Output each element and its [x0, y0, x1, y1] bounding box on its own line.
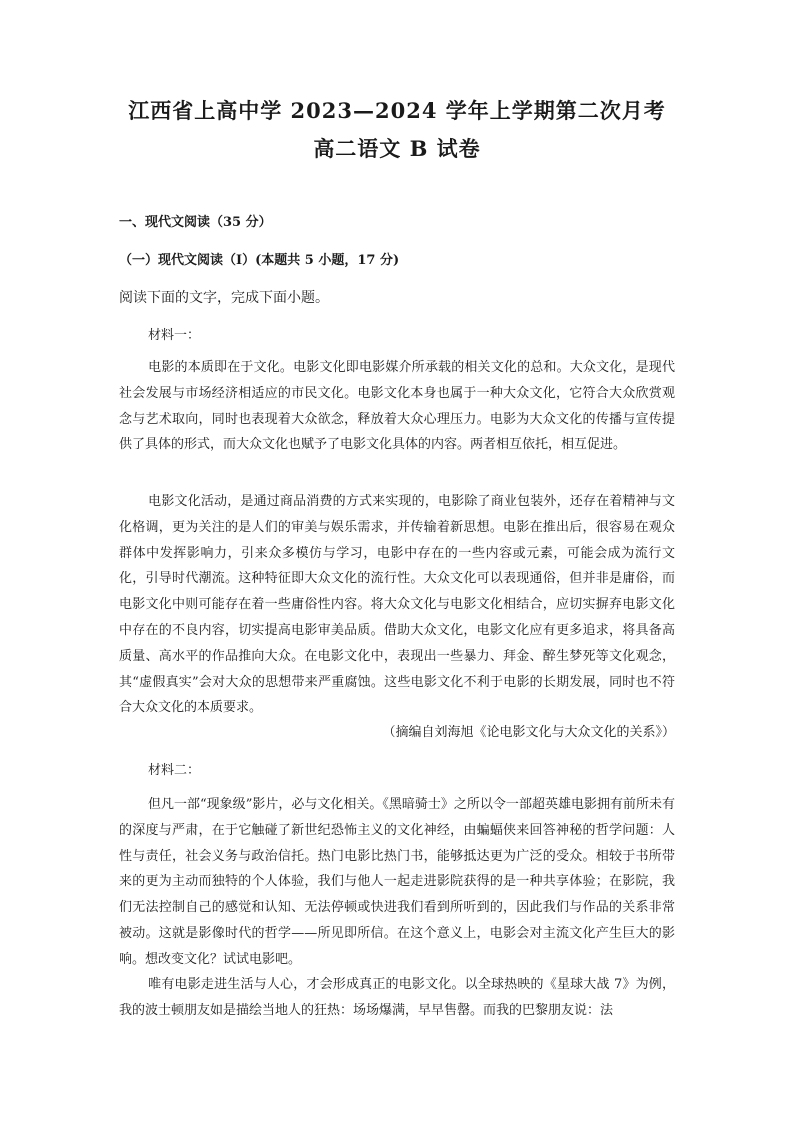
- paragraph-text: 电影的本质即在于文化。电影文化即电影媒介所承载的相关文化的总和。大众文化，是现代社会发展与市场经济相适应的市民文化。电影文化本身也属于一种大众文化，它符合大众欣赏观念与艺术取向，同时也表现着大众欲念，释放着大众心理压力。电影为大众文化的传播与宣传提供了具体的形式，而大众文化也赋予了电影文化具体的内容。两者相互依托，相互促进。: [119, 360, 675, 453]
- material-one-label: 材料一：: [148, 328, 201, 343]
- paragraph-text: 电影文化活动，是通过商品消费的方式来实现的，电影除了商业包装外，还存在着精神与文化格调，更为关注的是人们的审美与娱乐需求，并传输着新思想。电影在推出后，很容易在观众群体中发挥影响力，引来众多模仿与学习，电影中存在的一些内容或元素，可能会成为流行文化，引导时代潮流。这种特征即大众文化的流行性。大众文化可以表现通俗，但并非是庸俗，而电影文化中则可能存在着一些庸俗性内容。将大众文化与电影文化相结合，应切实摒弃电影文化中存在的不良内容，切实提高电影审美品质。借助大众文化，电影文化应有更多追求，将具备高质量、高水平的作品推向大众。在电影文化中，表现出一些暴力、拜金、醉生梦死等文化观念，其“虚假真实”会对大众的思想带来严重腐蚀。这些电影文化不利于电影的长期发展，同时也不符合大众文化的本质要求。: [119, 494, 675, 716]
- material-two-paragraph-1: [119, 792, 675, 973]
- instruction-text: 阅读下面的文字，完成下面小题。: [119, 290, 329, 306]
- material-one-paragraph-2: [119, 489, 675, 721]
- section-heading: 一、现代文阅读（35 分）: [119, 215, 272, 230]
- material-one-paragraph-1: [119, 355, 675, 458]
- material-two-paragraph-2: [119, 972, 675, 1024]
- material-one-source: （摘编自刘海旭《论电影文化与大众文化的关系》）: [382, 725, 675, 740]
- paragraph-text: 唯有电影走进生活与人心，才会形成真正的电影文化。以全球热映的《星球大战 7》为例，我的波士顿朋友如是描绘当地人的狂热：场场爆满，早早售罄。而我的巴黎朋友说：法: [119, 977, 675, 1018]
- material-two-label: 材料二：: [148, 763, 201, 778]
- paragraph-text: 但凡一部“现象级”影片，必与文化相关。《黑暗骑士》之所以令一部超英雄电影拥有前所未有的深度与严肃，在于它触碰了新世纪恐怖主义的文化神经，由蝙蝠侠来回答神秘的哲学问题：人性与责任，社会义务与政治信托。热门电影比热门书，能够抵达更为广泛的受众。相较于书所带来的更为主动而独特的个人体验，我们与他人一起走进影院获得的是一种共享体验；在影院，我们无法控制自己的感觉和认知、无法停顿或快进我们看到所听到的，因此我们与作品的关系非常被动。这就是影像时代的哲学——所见即所信。在这个意义上，电影会对主流文化产生巨大的影响。想改变文化？试试电影吧。: [119, 797, 675, 967]
- document-title: 江西省上高中学 2023—2024 学年上学期第二次月考: [128, 98, 666, 123]
- document-subtitle: 高二语文 B 试卷: [313, 136, 481, 161]
- sub-section-heading: （一）现代文阅读（Ⅰ）(本题共 5 小题，17 分): [119, 253, 400, 268]
